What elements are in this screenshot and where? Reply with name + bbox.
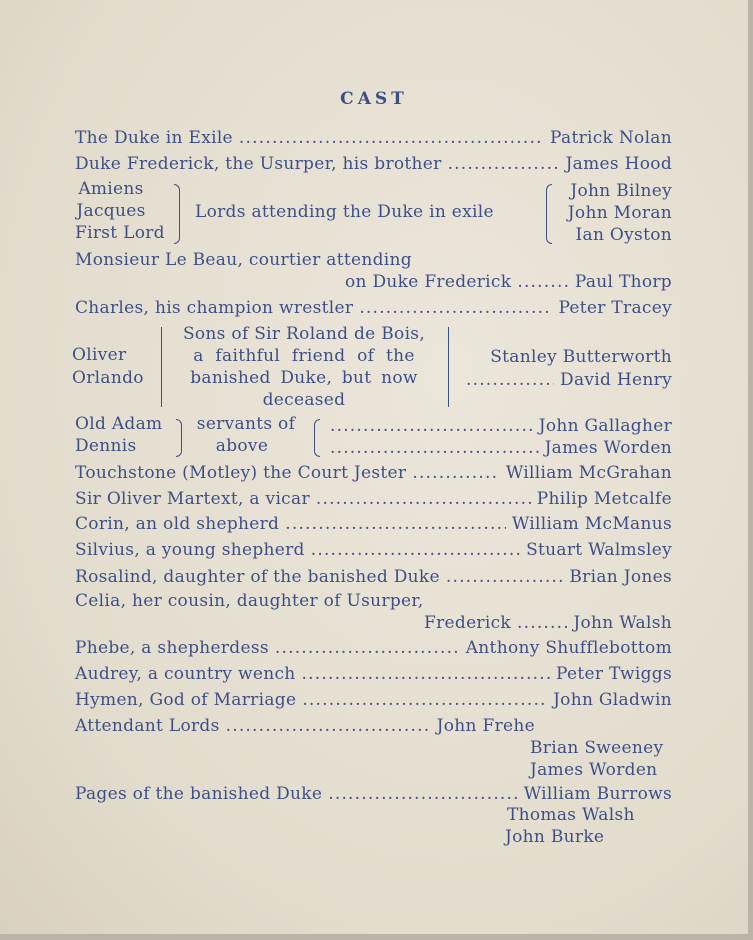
bracket-right <box>174 184 180 244</box>
actor-name: Philip Metcalfe <box>536 489 672 509</box>
leader-dots <box>412 462 499 484</box>
cast-row <box>345 271 672 293</box>
actor-name: Ian Oyston <box>575 225 672 245</box>
leader-dots <box>330 415 533 437</box>
actor-name: John Walsh <box>573 613 672 633</box>
leader-dots <box>285 513 506 535</box>
actor-name: John Gallagher <box>538 416 672 436</box>
role-name: Jacques <box>76 201 146 221</box>
actor-name: James Worden <box>544 438 672 458</box>
actor-name: Peter Tracey <box>558 298 672 318</box>
actor-name: David Henry <box>560 370 672 390</box>
role-name: Celia, her cousin, daughter of Usurper, <box>75 591 424 611</box>
actor-name: Brian Sweeney <box>530 738 664 758</box>
role-name: Frederick <box>424 613 512 633</box>
cast-row <box>75 783 672 805</box>
cast-row <box>75 689 672 711</box>
role-name: Silvius, a young shepherd <box>75 540 305 560</box>
actor-name: Stuart Walmsley <box>526 540 672 560</box>
leader-dots <box>359 297 552 319</box>
actor-name: Paul Thorp <box>574 272 672 292</box>
cast-row <box>75 539 672 561</box>
actor-name: James Worden <box>530 760 658 780</box>
cast-row <box>75 297 672 319</box>
cast-row <box>75 637 672 659</box>
actor-name: William McManus <box>511 514 672 534</box>
role-name: Sir Oliver Martext, a vicar <box>75 489 310 509</box>
role-name: Rosalind, daughter of the banished Duke <box>75 567 440 587</box>
group-description: a faithful friend of the <box>193 346 415 366</box>
group-description: Lords attending the Duke in exile <box>195 202 494 222</box>
actor-name: John Bilney <box>570 181 672 201</box>
role-name: Touchstone (Motley) the Court Jester <box>75 463 407 483</box>
role-name: Oliver <box>72 345 127 365</box>
role-name: on Duke Frederick <box>345 272 512 292</box>
actor-name: William McGrahan <box>505 463 672 483</box>
cast-row <box>466 369 672 391</box>
cast-row <box>75 566 672 588</box>
actor-name: Anthony Shufflebottom <box>465 638 672 658</box>
role-name: Monsieur Le Beau, courtier attending <box>75 250 412 270</box>
role-name: Hymen, God of Marriage <box>75 690 297 710</box>
actor-name: Stanley Butterworth <box>490 347 672 367</box>
leader-dots <box>517 612 567 634</box>
cast-row <box>75 462 672 484</box>
leader-dots <box>302 663 550 685</box>
actor-name: William Burrows <box>523 784 672 804</box>
page-title: CAST <box>340 89 408 109</box>
actor-name: Patrick Nolan <box>550 128 672 148</box>
leader-dots <box>330 437 539 459</box>
bracket-bar <box>161 327 162 407</box>
bracket-left <box>546 184 552 244</box>
group-description: deceased <box>262 390 346 410</box>
cast-row <box>75 127 672 149</box>
role-name: First Lord <box>75 223 165 243</box>
group-description: above <box>215 436 269 456</box>
leader-dots <box>448 153 560 175</box>
cast-row <box>424 612 672 634</box>
leader-dots <box>466 369 554 391</box>
cast-row <box>75 153 672 175</box>
leader-dots <box>316 488 531 510</box>
actor-name: John Gladwin <box>553 690 672 710</box>
cast-row <box>75 715 535 737</box>
cast-row <box>75 488 672 510</box>
actor-name: Thomas Walsh <box>507 805 635 825</box>
leader-dots <box>328 783 517 805</box>
leader-dots <box>446 566 563 588</box>
leader-dots <box>239 127 544 149</box>
role-name: Dennis <box>75 436 137 456</box>
cast-row <box>75 663 672 685</box>
role-name: Amiens <box>78 179 144 199</box>
role-name: Audrey, a country wench <box>75 664 296 684</box>
leader-dots <box>311 539 520 561</box>
role-name: Pages of the banished Duke <box>75 784 323 804</box>
bracket-left <box>314 419 320 457</box>
actor-name: John Burke <box>505 827 605 847</box>
actor-name: James Hood <box>565 154 672 174</box>
cast-row <box>75 513 672 535</box>
leader-dots <box>302 689 547 711</box>
group-description: servants of <box>196 414 296 434</box>
actor-name: John Frehe <box>436 716 535 736</box>
actor-name: Peter Twiggs <box>556 664 672 684</box>
leader-dots <box>517 271 569 293</box>
role-name: Corin, an old shepherd <box>75 514 280 534</box>
role-name: Orlando <box>72 368 144 388</box>
leader-dots <box>275 637 460 659</box>
role-name: The Duke in Exile <box>75 128 233 148</box>
cast-row <box>330 415 672 437</box>
group-description: banished Duke, but now <box>190 368 418 388</box>
leader-dots <box>226 715 431 737</box>
bracket-bar <box>448 327 449 407</box>
role-name: Phebe, a shepherdess <box>75 638 269 658</box>
actor-name: Brian Jones <box>569 567 672 587</box>
cast-row <box>330 437 672 459</box>
role-name: Charles, his champion wrestler <box>75 298 354 318</box>
actor-name: John Moran <box>567 203 672 223</box>
role-name: Attendant Lords <box>75 716 220 736</box>
role-name: Duke Frederick, the Usurper, his brother <box>75 154 442 174</box>
role-name: Old Adam <box>75 414 163 434</box>
group-description: Sons of Sir Roland de Bois, <box>182 324 426 344</box>
bracket-right <box>176 419 182 457</box>
